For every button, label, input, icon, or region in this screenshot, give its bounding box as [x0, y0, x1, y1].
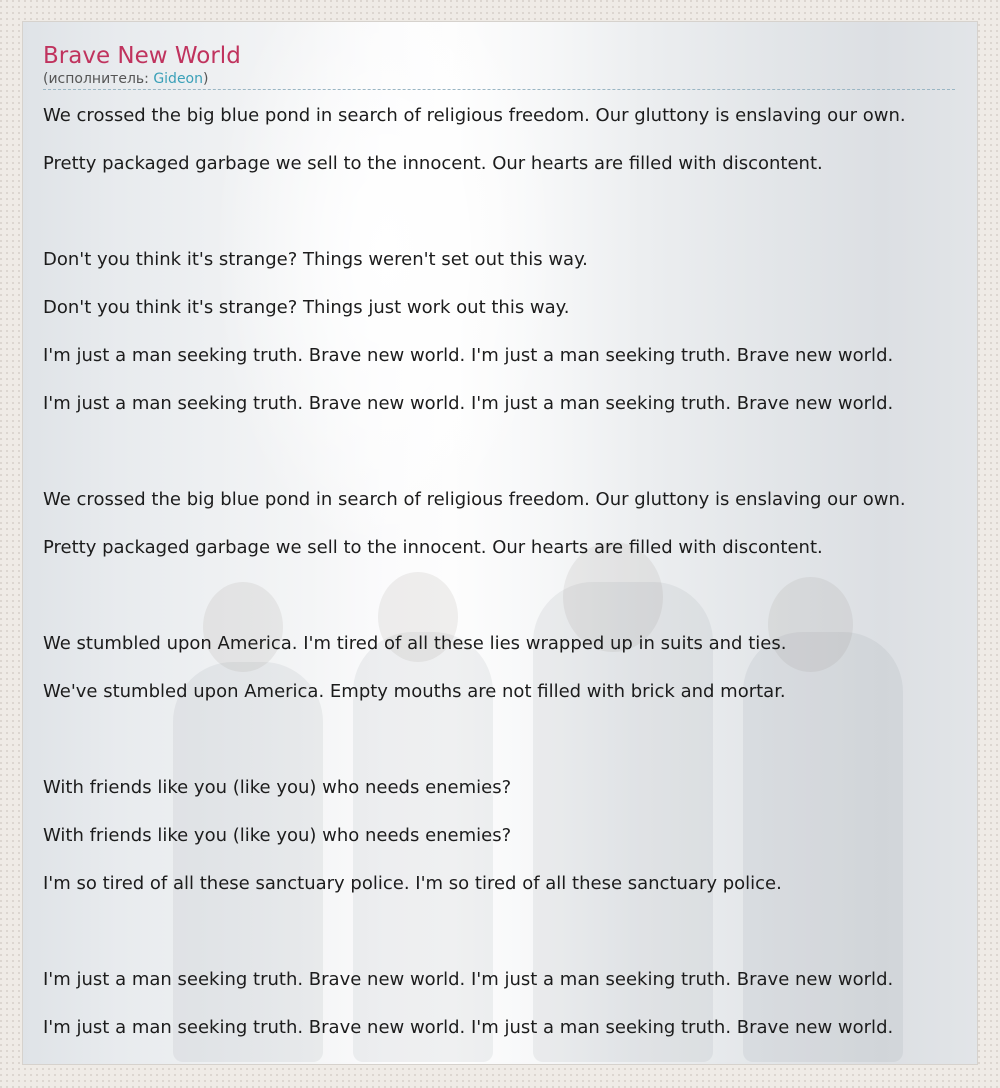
lyric-line: We crossed the big blue pond in search of religious freedom. Our gluttony is enslaving our own. [43, 489, 906, 510]
lyric-line: With friends like you (like you) who needs enemies? [43, 825, 512, 846]
lyrics-body [43, 92, 1000, 1052]
lyric-line [43, 428, 1000, 476]
lyric-line: With friends like you (like you) who needs enemies? [43, 777, 512, 798]
song-content [43, 42, 977, 1052]
lyrics-panel [22, 21, 978, 1065]
lyric-line: I'm so tired of all these sanctuary police. I'm so tired of all these sanctuary police. [43, 873, 782, 894]
lyric-line: Pretty packaged garbage we sell to the innocent. Our hearts are filled with discontent. [43, 537, 823, 558]
lyric-line: I'm just a man seeking truth. Brave new world. I'm just a man seeking truth. Brave new world. [43, 345, 894, 366]
lyric-line: We crossed the big blue pond in search of religious freedom. Our gluttony is enslaving our own. [43, 105, 906, 126]
artist-prefix: (исполнитель: [43, 71, 154, 87]
artist-link[interactable]: Gideon [153, 71, 203, 87]
lyric-line: Pretty packaged garbage we sell to the innocent. Our hearts are filled with discontent. [43, 153, 823, 174]
lyric-line: Don't you think it's strange? Things weren't set out this way. [43, 249, 588, 270]
song-title: Brave New World [43, 43, 241, 69]
lyric-line [43, 908, 1000, 956]
artist-line [43, 70, 955, 90]
lyric-line: I'm just a man seeking truth. Brave new world. I'm just a man seeking truth. Brave new world. [43, 1017, 894, 1038]
lyric-line [43, 188, 1000, 236]
lyric-line: I'm just a man seeking truth. Brave new world. I'm just a man seeking truth. Brave new world. [43, 969, 894, 990]
lyric-line: I'm just a man seeking truth. Brave new world. I'm just a man seeking truth. Brave new world. [43, 393, 894, 414]
lyric-line: We've stumbled upon America. Empty mouths are not filled with brick and mortar. [43, 681, 786, 702]
artist-suffix: ) [203, 71, 209, 87]
lyric-line: Don't you think it's strange? Things just work out this way. [43, 297, 570, 318]
stanza-gap [43, 716, 1000, 764]
lyric-line: We stumbled upon America. I'm tired of all these lies wrapped up in suits and ties. [43, 633, 787, 654]
stanza-gap [43, 572, 1000, 620]
